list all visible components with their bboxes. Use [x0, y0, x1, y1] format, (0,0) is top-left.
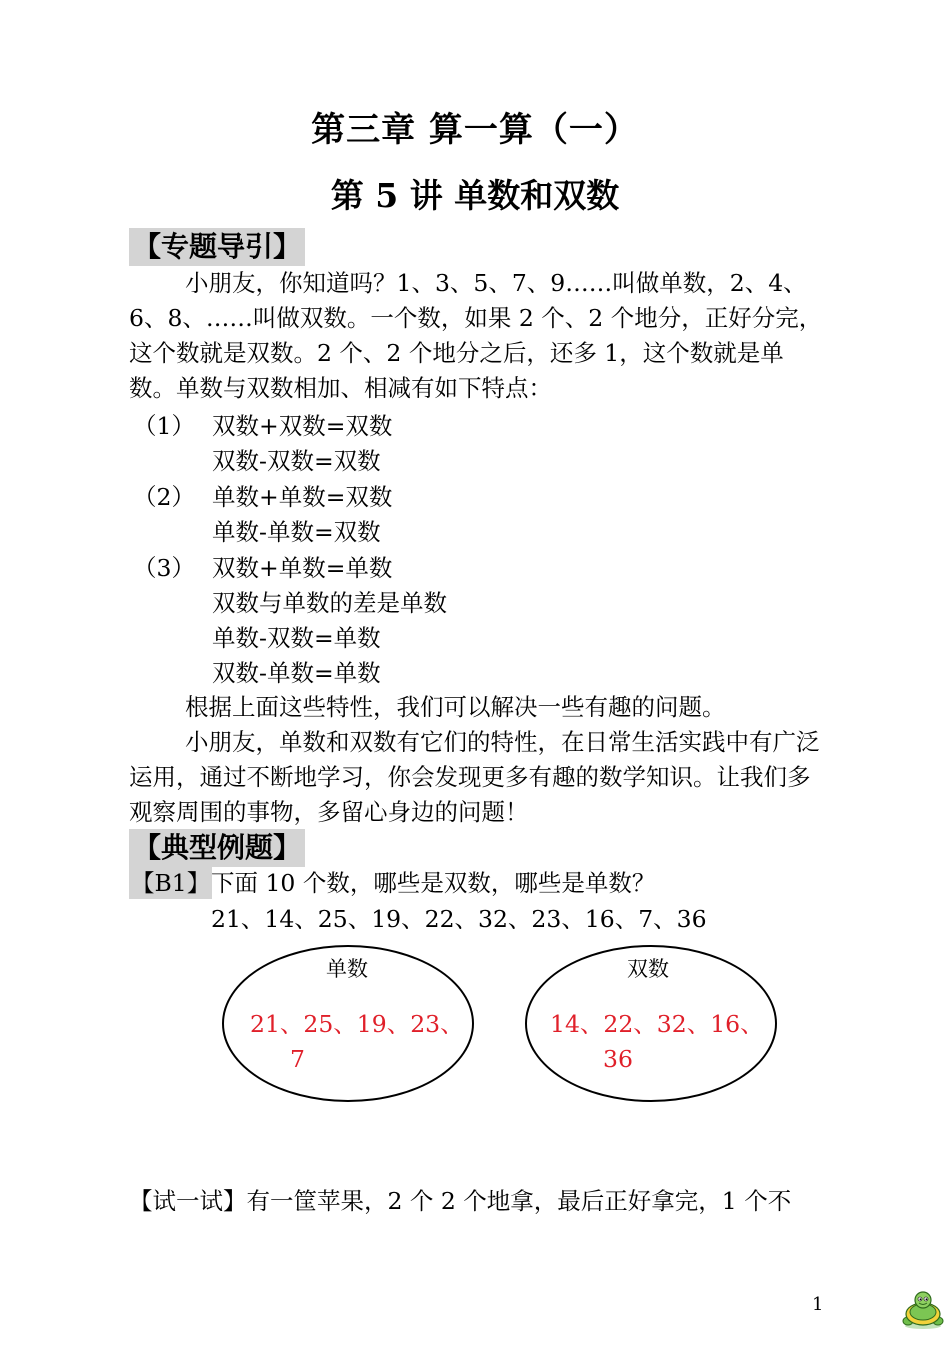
- odd-set-values-cont: 7: [290, 1045, 305, 1073]
- b1-numbers: 21、14、25、19、22、32、23、16、7、36: [211, 905, 707, 933]
- rule-line: 双数+单数=单数: [212, 554, 393, 582]
- turtle-icon: [900, 1290, 946, 1330]
- rule-line: 单数-单数=双数: [212, 518, 381, 546]
- rule-line: 双数-单数=单数: [212, 659, 381, 687]
- rule-line: 单数-双数=单数: [212, 624, 381, 652]
- b1-question: 下面 10 个数，哪些是双数，哪些是单数？: [211, 869, 656, 897]
- rule-line: 单数+单数=双数: [212, 483, 393, 511]
- even-set-values: 14、22、32、16、: [550, 1010, 764, 1038]
- example-tag-b1: 【B1】: [131, 869, 211, 897]
- rule-line: 双数与单数的差是单数: [212, 589, 447, 617]
- rule-label-3: （3）: [133, 554, 195, 582]
- rule-line: 双数+双数=双数: [212, 412, 393, 440]
- section-heading-examples: 【典型例题】: [129, 829, 305, 867]
- page-number: 1: [812, 1294, 824, 1315]
- odd-set-label: 单数: [326, 957, 368, 981]
- even-set-values-cont: 36: [603, 1045, 633, 1073]
- turtle-logo-graphic: [900, 1290, 946, 1330]
- even-set-label: 双数: [627, 957, 669, 981]
- intro-paragraph-2: 根据上面这些特性，我们可以解决一些有趣的问题。: [185, 693, 726, 721]
- rule-label-1: （1）: [133, 412, 195, 440]
- lecture-title: 第 5 讲 单数和双数: [330, 176, 620, 215]
- rule-line: 双数-双数=双数: [212, 447, 381, 475]
- rule-label-2: （2）: [133, 483, 195, 511]
- chapter-title: 第三章 算一算（一）: [311, 110, 639, 150]
- try-it-text: 【试一试】有一筐苹果，2 个 2 个地拿，最后正好拿完，1 个不: [129, 1187, 792, 1215]
- intro-paragraph-3: 小朋友，单数和双数有它们的特性，在日常生活实践中有广泛运用，通过不断地学习，你会发现更多有趣的数学知识。让我们多观察周围的事物，多留心身边的问题！: [129, 728, 820, 826]
- intro-paragraph: 小朋友，你知道吗？1、3、5、7、9……叫做单数，2、4、6、8、……叫做双数。一个数，如果 2 个、2 个地分，正好分完，这个数就是双数。2 个、2 个地分之后，还多 1，这个数就是单数。单数与双数相加、相减有如下特点：: [129, 269, 823, 402]
- odd-set-values: 21、25、19、23、: [250, 1010, 464, 1038]
- section-heading-intro: 【专题导引】: [129, 228, 305, 266]
